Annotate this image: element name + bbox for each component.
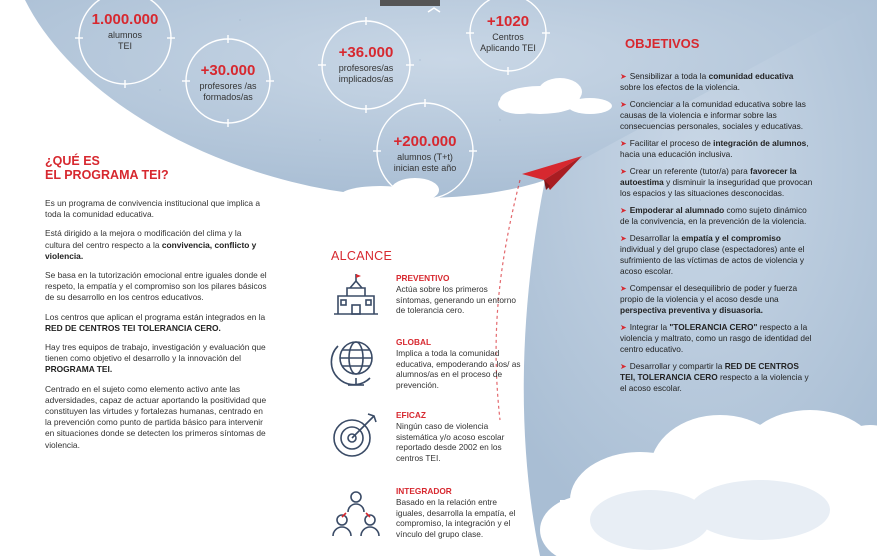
text-span: Concienciar a la comunidad educativa sobre las causas de la violencia e informar sobre las consecuencias personales, sociales y educativas. <box>620 99 806 131</box>
alcance-item-integrador <box>396 486 521 540</box>
objetivo-item <box>620 99 816 132</box>
stat-value: +30.000 <box>200 62 256 79</box>
arrow-icon: ➤ <box>620 167 627 176</box>
que-es-paragraph: Centrado en el sujeto como elemento activo ante las adversidades, capaz de actuar aportando la positividad que constituyen las virtudes y fortalezas humanas, centrado en la prevención como punto de partida básico para intervenir en situaciones donde se detecten los primeros síntomas de violencia. <box>45 383 267 450</box>
stat-profesores-formados <box>185 63 271 103</box>
que-es-paragraph: Se basa en la tutorización emocional entre iguales donde el respeto, la empatía y el compromiso son los pilares básicos de su desarrollo en los centros educativos. <box>45 270 267 303</box>
text-span: Desarrollar la <box>629 233 682 243</box>
stat-label: profesores/as implicados/as <box>338 63 394 84</box>
objetivos-list <box>620 71 816 400</box>
alcance-heading: GLOBAL <box>396 337 432 347</box>
arrow-icon: ➤ <box>620 139 627 148</box>
que-es-text <box>45 198 267 459</box>
text-span: respecto a la violencia y maltrato, como un rasgo de identidad del centro educativo. <box>620 322 812 354</box>
bold-span: RED DE CENTROS TEI TOLERANCIA CERO. <box>45 322 221 333</box>
text-span: y disminuir la inseguridad que provocan los espacios y las situaciones desconocidas. <box>620 177 813 198</box>
que-es-paragraph <box>45 312 267 334</box>
text-span: Sensibilizar a toda la <box>629 71 709 81</box>
que-es-title-line1: ¿QUÉ ES <box>45 154 100 168</box>
que-es-paragraph <box>45 342 267 376</box>
objetivo-item <box>620 361 816 394</box>
stat-label: alumnos (T+t) inician este año <box>393 152 457 173</box>
objetivo-item <box>620 322 816 355</box>
text-span: individual y del grupo clase (espectadores) ante el sufrimiento de las víctimas de actos de violencia y acoso escolar. <box>620 244 805 276</box>
stat-value: +36.000 <box>338 44 394 61</box>
alcance-item-global <box>396 337 521 391</box>
bold-span: perspectiva preventiva y disuasoria. <box>620 305 763 315</box>
alcance-text: Actúa sobre los primeros síntomas, generando un entorno de tolerancia cero. <box>396 283 516 316</box>
school-icon <box>330 272 382 316</box>
arrow-icon: ➤ <box>620 362 627 371</box>
stat-value: +200.000 <box>393 133 457 150</box>
objetivo-item <box>620 233 816 277</box>
stat-label: alumnos TEI <box>107 30 143 51</box>
que-es-paragraph: Es un programa de convivencia institucional que implica a toda la comunidad educativa. <box>45 198 261 220</box>
stat-alumnos-tt <box>378 134 472 174</box>
stat-centros <box>468 14 548 54</box>
target-icon <box>330 410 382 460</box>
stat-label: profesores /as formados/as <box>199 81 257 102</box>
alcance-item-eficaz <box>396 410 521 464</box>
bold-span: convivencia, conflicto y violencia. <box>45 239 257 261</box>
bold-span: "TOLERANCIA CERO" <box>669 322 758 332</box>
alcance-list <box>330 270 520 550</box>
text-span: Crear un referente (tutor/a) para <box>629 166 751 176</box>
arrow-icon: ➤ <box>620 100 627 109</box>
bold-span: favorecer la autoestima <box>620 166 797 187</box>
text-span: respecto a la violencia y el acoso escolar. <box>620 372 809 393</box>
arrow-icon: ➤ <box>620 72 627 81</box>
text-span: Compensar el desequilibrio de poder y fuerza propio de la violencia y el acoso desde una <box>620 283 798 304</box>
bold-span: RED DE CENTROS TEI, TOLERANCIA CERO <box>620 361 799 382</box>
que-es-title-line2: EL PROGRAMA TEI? <box>45 168 169 182</box>
objetivo-item <box>620 205 816 227</box>
stat-label: Centros Aplicando TEI <box>480 32 536 53</box>
alcance-item-preventivo <box>396 273 521 316</box>
arrow-icon: ➤ <box>620 206 627 215</box>
que-es-paragraph <box>45 228 267 262</box>
alcance-text: Ningún caso de violencia sistemática y/o acoso escolar reportado desde 2002 en los centros TEI. <box>396 420 505 464</box>
bold-span: empatía y el compromiso <box>681 233 781 243</box>
objetivos-title: OBJETIVOS <box>625 36 700 51</box>
text-span: como sujeto dinámico de la convivencia, en la prevención de la violencia. <box>620 205 807 226</box>
alcance-text: Basado en la relación entre iguales, desarrolla la empatía, el compromiso, la integración y el vínculo del grupo clase. <box>396 496 516 540</box>
alcance-heading: INTEGRADOR <box>396 486 452 496</box>
globe-icon <box>330 336 382 388</box>
stat-profesores-implicados <box>321 45 411 85</box>
objetivo-item <box>620 283 816 316</box>
text-span: sobre los efectos de la violencia. <box>620 82 740 92</box>
text-span: Facilitar el proceso de <box>629 138 714 148</box>
arrow-icon: ➤ <box>620 323 627 332</box>
objetivo-item <box>620 138 816 160</box>
paper-plane-icon <box>522 156 584 194</box>
bold-span: integración de alumnos <box>713 138 807 148</box>
text-span: Los centros que aplican el programa están integrados en la <box>45 311 266 322</box>
que-es-title <box>45 154 169 182</box>
text-span: Integrar la <box>629 322 670 332</box>
bold-span: PROGRAMA TEI. <box>45 364 113 375</box>
stat-alumnos <box>80 12 170 52</box>
alcance-title: ALCANCE <box>331 249 393 263</box>
alcance-text: Implica a toda la comunidad educativa, empoderando a los/ as alumnos/as en el proceso de prevención. <box>396 347 521 391</box>
text-span: Está dirigido a la mejora o modificación del clima y la cultura del centro respecto a la <box>45 228 242 250</box>
objetivo-item <box>620 166 816 199</box>
text-span: , hacia una educación inclusiva. <box>620 138 809 159</box>
people-icon <box>330 488 382 544</box>
bold-span: comunidad educativa <box>708 71 794 81</box>
bold-span: Empoderar al alumnado <box>629 205 725 215</box>
text-span: Desarrollar y compartir la <box>629 361 725 371</box>
stat-value: +1020 <box>486 13 530 30</box>
alcance-heading: PREVENTIVO <box>396 273 450 283</box>
arrow-icon: ➤ <box>620 234 627 243</box>
text-span: Hay tres equipos de trabajo, investigación y evaluación que tienen como objetivo el desarrollo y la innovación del <box>45 342 266 364</box>
alcance-heading: EFICAZ <box>396 410 426 420</box>
objetivo-item <box>620 71 816 93</box>
stat-value: 1.000.000 <box>91 11 159 28</box>
arrow-icon: ➤ <box>620 284 627 293</box>
